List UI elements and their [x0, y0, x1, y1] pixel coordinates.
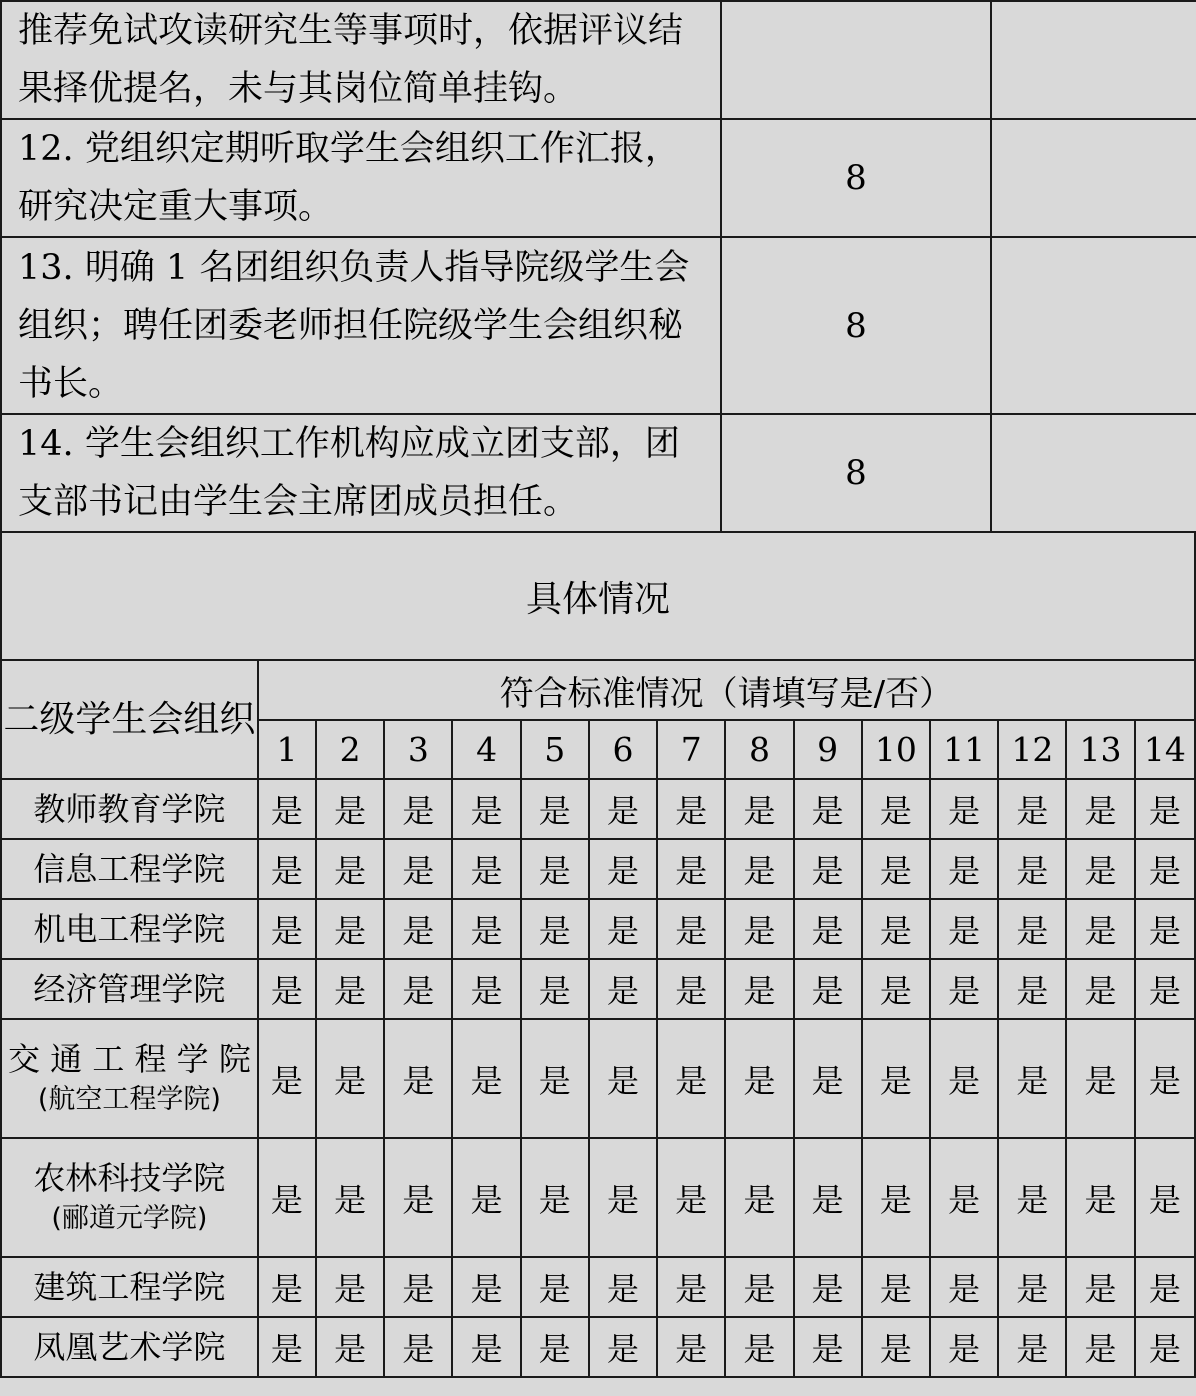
- table-row: [1, 959, 1195, 1019]
- conformity-value: 是: [930, 1138, 998, 1257]
- criteria-body-a: 明确: [84, 247, 166, 288]
- conformity-value: 是: [1066, 899, 1134, 959]
- table-row: [1, 779, 1195, 839]
- criteria-text: [1, 237, 721, 414]
- conformity-value: 是: [452, 779, 520, 839]
- criteria-note: [991, 414, 1196, 532]
- conformity-value: 是: [1066, 779, 1134, 839]
- college-name: 凤凰艺术学院: [33, 1328, 226, 1366]
- column-number: 3: [384, 720, 452, 779]
- criteria-text: [1, 119, 721, 237]
- conformity-value: 是: [1066, 1317, 1134, 1377]
- conformity-value: 是: [930, 1257, 998, 1317]
- conformity-value: 是: [452, 899, 520, 959]
- college-name: 信息工程学院: [33, 850, 226, 888]
- conformity-value: 是: [589, 1257, 657, 1317]
- criteria-number: 14.: [18, 424, 74, 464]
- conformity-value: 是: [998, 1317, 1066, 1377]
- conformity-value: 是: [862, 959, 930, 1019]
- conformity-value: 是: [862, 1019, 930, 1138]
- corner-label: 二级学生会组织: [1, 661, 258, 779]
- conformity-value: 是: [862, 1138, 930, 1257]
- conformity-value: 是: [862, 839, 930, 899]
- table-row: [1, 1019, 1195, 1138]
- college-name: 经济管理学院: [33, 970, 226, 1008]
- table-row: [1, 1257, 1195, 1317]
- conformity-value: 是: [930, 1019, 998, 1138]
- conformity-value: 是: [521, 1138, 589, 1257]
- conformity-value: 是: [1135, 899, 1195, 959]
- criteria-row: [1, 119, 1196, 237]
- conformity-value: 是: [384, 1317, 452, 1377]
- conformity-value: 是: [452, 1257, 520, 1317]
- conformity-value: 是: [258, 779, 316, 839]
- conformity-value: 是: [521, 1019, 589, 1138]
- conformity-value: 是: [998, 1138, 1066, 1257]
- conformity-value: 是: [794, 839, 862, 899]
- conformity-value: 是: [452, 1317, 520, 1377]
- conformity-value: 是: [657, 899, 725, 959]
- conformity-value: 是: [725, 1317, 793, 1377]
- criteria-row: [1, 1, 1196, 119]
- conformity-value: 是: [1066, 839, 1134, 899]
- conformity-value: 是: [258, 1138, 316, 1257]
- column-number: 10: [862, 720, 930, 779]
- conformity-value: 是: [384, 1257, 452, 1317]
- conformity-value: 是: [862, 779, 930, 839]
- conformity-value: 是: [998, 899, 1066, 959]
- criteria-text: 推荐免试攻读研究生等事项时，依据评议结果择优提名，未与其岗位简单挂钩。: [1, 1, 721, 119]
- conformity-value: 是: [998, 959, 1066, 1019]
- table-row: [1, 899, 1195, 959]
- criteria-row: [1, 414, 1196, 532]
- column-number: 6: [589, 720, 657, 779]
- conformity-value: 是: [657, 779, 725, 839]
- conformity-value: 是: [589, 779, 657, 839]
- conformity-value: 是: [521, 839, 589, 899]
- conformity-value: 是: [657, 959, 725, 1019]
- conformity-value: 是: [384, 959, 452, 1019]
- criteria-score: 8: [721, 119, 991, 237]
- table-row: [1, 1138, 1195, 1257]
- conformity-table: [0, 661, 1196, 1378]
- column-number: 1: [258, 720, 316, 779]
- college-name: 农林科技学院: [33, 1158, 226, 1197]
- conformity-value: 是: [589, 839, 657, 899]
- conformity-value: 是: [258, 899, 316, 959]
- conformity-value: 是: [258, 1257, 316, 1317]
- conformity-value: 是: [384, 839, 452, 899]
- column-number: 7: [657, 720, 725, 779]
- conformity-value: 是: [725, 1257, 793, 1317]
- criteria-body: 学生会组织工作机构应成立团支部，团支部书记由学生会主席团成员担任。: [18, 424, 680, 522]
- conformity-value: 是: [589, 959, 657, 1019]
- conformity-value: 是: [794, 1257, 862, 1317]
- conformity-value: 是: [316, 779, 384, 839]
- college-name-cell: [1, 1019, 258, 1138]
- conformity-value: 是: [725, 1019, 793, 1138]
- college-name: 机电工程学院: [33, 910, 226, 948]
- conformity-value: 是: [521, 899, 589, 959]
- conformity-value: 是: [998, 1257, 1066, 1317]
- conformity-value: 是: [452, 839, 520, 899]
- conformity-value: 是: [258, 959, 316, 1019]
- conformity-value: 是: [1135, 779, 1195, 839]
- group-header: 符合标准情况（请填写是/否）: [258, 661, 1195, 720]
- conformity-value: 是: [862, 899, 930, 959]
- conformity-value: 是: [258, 839, 316, 899]
- conformity-value: 是: [657, 1317, 725, 1377]
- table-row: [1, 839, 1195, 899]
- conformity-value: 是: [657, 839, 725, 899]
- conformity-value: 是: [930, 899, 998, 959]
- conformity-value: 是: [998, 1019, 1066, 1138]
- conformity-value: 是: [1135, 1257, 1195, 1317]
- conformity-value: 是: [1135, 1138, 1195, 1257]
- conformity-value: 是: [862, 1317, 930, 1377]
- conformity-value: 是: [930, 839, 998, 899]
- conformity-value: 是: [794, 1317, 862, 1377]
- conformity-value: 是: [521, 1257, 589, 1317]
- conformity-value: 是: [316, 959, 384, 1019]
- conformity-value: 是: [794, 779, 862, 839]
- section-title-table: [0, 533, 1196, 661]
- conformity-value: 是: [657, 1019, 725, 1138]
- criteria-note: [991, 119, 1196, 237]
- conformity-value: 是: [589, 1317, 657, 1377]
- conformity-value: 是: [1135, 959, 1195, 1019]
- conformity-value: 是: [862, 1257, 930, 1317]
- conformity-value: 是: [794, 1019, 862, 1138]
- conformity-value: 是: [258, 1019, 316, 1138]
- conformity-value: 是: [384, 899, 452, 959]
- conformity-value: 是: [316, 1257, 384, 1317]
- conformity-value: 是: [316, 899, 384, 959]
- college-name-cell: [1, 1138, 258, 1257]
- conformity-value: 是: [794, 899, 862, 959]
- criteria-note: [991, 237, 1196, 414]
- conformity-value: 是: [589, 1138, 657, 1257]
- conformity-value: 是: [452, 1138, 520, 1257]
- conformity-value: 是: [1066, 1257, 1134, 1317]
- conformity-value: 是: [384, 1138, 452, 1257]
- column-number: 8: [725, 720, 793, 779]
- conformity-value: 是: [998, 779, 1066, 839]
- conformity-value: 是: [316, 839, 384, 899]
- college-name-cell: [1, 779, 258, 839]
- column-number: 14: [1135, 720, 1195, 779]
- conformity-value: 是: [258, 1317, 316, 1377]
- college-name-cell: [1, 899, 258, 959]
- college-name-cell: [1, 839, 258, 899]
- conformity-value: 是: [794, 1138, 862, 1257]
- column-number: 5: [521, 720, 589, 779]
- conformity-value: 是: [1135, 1317, 1195, 1377]
- conformity-value: 是: [589, 1019, 657, 1138]
- conformity-value: 是: [384, 779, 452, 839]
- college-name: 建筑工程学院: [33, 1268, 226, 1306]
- conformity-value: 是: [725, 839, 793, 899]
- conformity-value: 是: [930, 779, 998, 839]
- criteria-body-num: 1: [165, 247, 189, 288]
- conformity-value: 是: [1066, 959, 1134, 1019]
- conformity-value: 是: [316, 1317, 384, 1377]
- section-title: 具体情况: [1, 533, 1195, 660]
- conformity-value: 是: [930, 959, 998, 1019]
- criteria-score: 8: [721, 414, 991, 532]
- conformity-value: 是: [316, 1019, 384, 1138]
- column-number: 12: [998, 720, 1066, 779]
- conformity-value: 是: [725, 899, 793, 959]
- column-number: 2: [316, 720, 384, 779]
- conformity-value: 是: [998, 839, 1066, 899]
- conformity-value: 是: [452, 959, 520, 1019]
- conformity-value: 是: [521, 779, 589, 839]
- column-number: 9: [794, 720, 862, 779]
- table-row: [1, 1317, 1195, 1377]
- criteria-number: 12.: [18, 129, 74, 169]
- conformity-value: 是: [794, 959, 862, 1019]
- conformity-value: 是: [316, 1138, 384, 1257]
- criteria-note: [991, 1, 1196, 119]
- conformity-value: 是: [1066, 1138, 1134, 1257]
- conformity-value: 是: [1066, 1019, 1134, 1138]
- college-name-cell: [1, 1317, 258, 1377]
- criteria-row: [1, 237, 1196, 414]
- college-name-cell: [1, 1257, 258, 1317]
- conformity-value: 是: [725, 1138, 793, 1257]
- conformity-value: 是: [384, 1019, 452, 1138]
- column-number: 4: [452, 720, 520, 779]
- conformity-value: 是: [452, 1019, 520, 1138]
- criteria-table: [0, 0, 1196, 533]
- conformity-value: 是: [589, 899, 657, 959]
- conformity-value: 是: [521, 959, 589, 1019]
- criteria-score: 8: [721, 237, 991, 414]
- conformity-value: 是: [657, 1257, 725, 1317]
- conformity-value: 是: [1135, 839, 1195, 899]
- college-name: 教师教育学院: [33, 790, 226, 828]
- conformity-value: 是: [725, 779, 793, 839]
- conformity-value: 是: [930, 1317, 998, 1377]
- conformity-value: 是: [521, 1317, 589, 1377]
- conformity-value: 是: [725, 959, 793, 1019]
- college-name-cell: [1, 959, 258, 1019]
- column-number: 11: [930, 720, 998, 779]
- criteria-score: [721, 1, 991, 119]
- college-subname: (郦道元学院): [51, 1202, 208, 1234]
- conformity-value: 是: [1135, 1019, 1195, 1138]
- criteria-text: [1, 414, 721, 532]
- column-number: 13: [1066, 720, 1134, 779]
- criteria-body: 党组织定期听取学生会组织工作汇报，研究决定重大事项。: [18, 129, 680, 227]
- college-name: 交 通 工 程 学 院: [7, 1039, 251, 1078]
- criteria-number: 13.: [18, 247, 74, 288]
- college-subname: (航空工程学院): [37, 1083, 221, 1115]
- criteria-body-b: 名团组织负责人指导院级学生会组织；聘任团委老师担任院级学生会组织秘书长。: [18, 247, 690, 404]
- conformity-value: 是: [657, 1138, 725, 1257]
